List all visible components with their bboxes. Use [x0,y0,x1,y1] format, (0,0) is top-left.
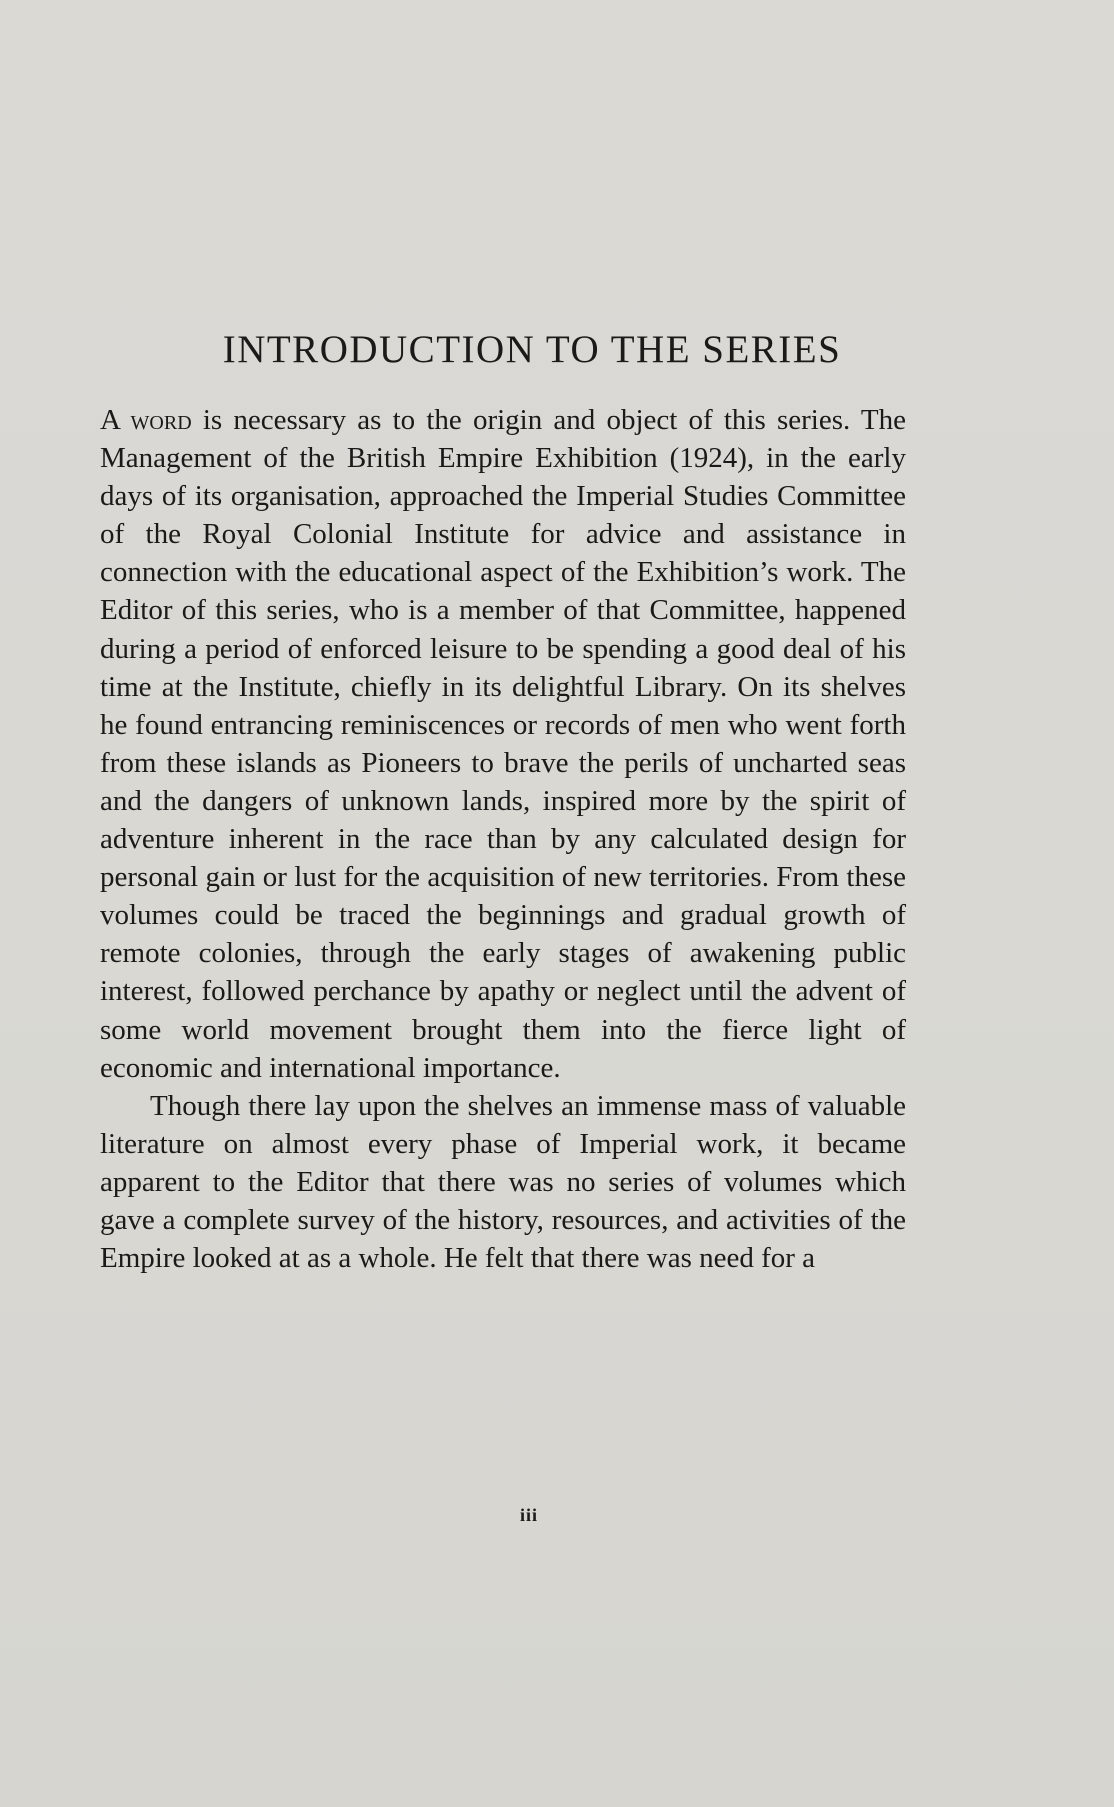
show-through-text [255,100,875,300]
page-title: INTRODUCTION TO THE SERIES [222,328,842,371]
page-number: iii [519,1505,538,1525]
body-text [100,401,906,1277]
paragraph-1-text: is necessary as to the origin and object of this series. The Management of the British Empire Exhibition (1924), in the early days of its organisation, approached the Imperial Studies Committee of the Royal Colonial Institute for advice and assistance in connection with the educational aspect of the Exhibition’s work. The Editor of this series, who is a member of that Committee, happened during a period of enforced leisure to be spending a good deal of his time at the Institute, chiefly in its delightful Library. On its shelves he found entrancing reminiscences or records of men who went forth from these islands as Pioneers to brave the perils of uncharted seas and the dangers of unknown lands, inspired more by the spirit of adventure inherent in the race than by any calculated design for personal gain or lust for the acquisition of new territories. From these volumes could be traced the beginnings and gradual growth of remote colonies, through the early stages of awakening public interest, followed perchance by apathy or neglect until the advent of some world movement brought them into the fierce light of economic and international importance. [100,404,906,1084]
lead-word: A word [100,404,192,436]
paragraph-2: Though there lay upon the shelves an immense mass of valuable literature on almost every phase of Imperial work, it became apparent to the Editor that there was no series of volumes which gave a complete survey of the history, resources, and activities of the Empire looked at as a whole. He felt that there was need for a [100,1089,906,1275]
paragraph-1 [100,401,906,1087]
